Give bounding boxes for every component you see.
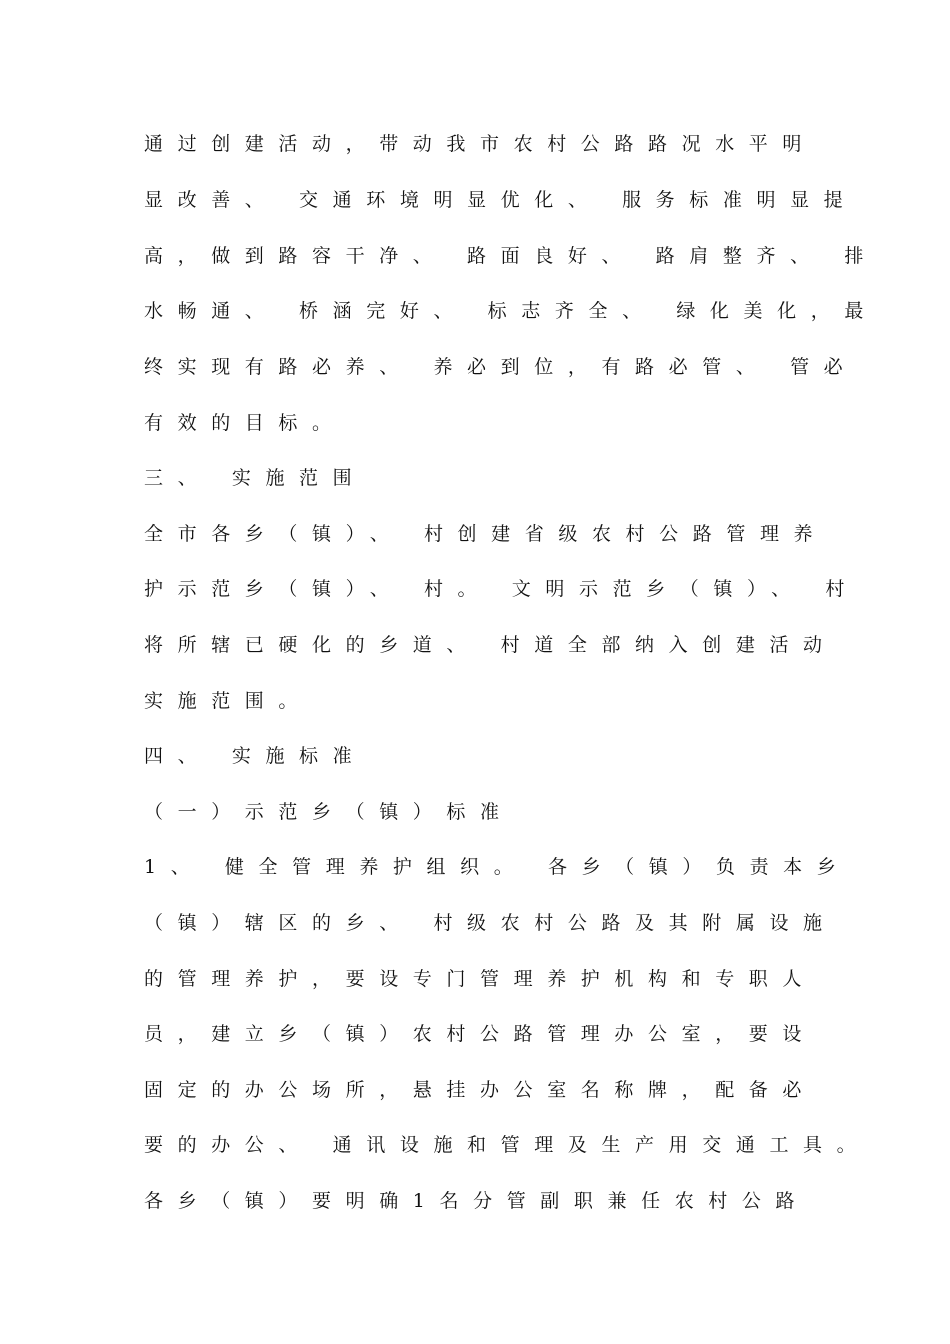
text-line-16: 的管理养护，要设专门管理养护机构和专职人 xyxy=(144,968,817,990)
text-line-8: 全市各乡（镇）、 村创建省级农村公路管理养 xyxy=(144,523,828,545)
text-line-5: 终实现有路必养、 养必到位，有路必管、 管必 xyxy=(144,356,858,378)
text-line-18: 固定的办公场所，悬挂办公室名称牌，配备必 xyxy=(144,1079,817,1101)
section-heading-3: 三、 实施范围 xyxy=(144,467,367,489)
subsection-heading-1: （一）示范乡（镇）标准 xyxy=(144,801,514,823)
text-line-19: 要的办公、 通讯设施和管理及生产用交通工具。 xyxy=(144,1134,871,1156)
text-line-10: 将所辖已硬化的乡道、 村道全部纳入创建活动 xyxy=(144,634,837,656)
section-heading-4: 四、 实施标准 xyxy=(144,745,367,767)
text-line-1: 通过创建活动，带动我市农村公路路况水平明 xyxy=(144,133,817,155)
text-line-17: 员，建立乡（镇）农村公路管理办公室，要设 xyxy=(144,1023,817,1045)
text-line-2: 显改善、 交通环境明显优化、 服务标准明显提 xyxy=(144,189,858,211)
text-line-6: 有效的目标。 xyxy=(144,412,346,434)
text-line-4: 水畅通、 桥涵完好、 标志齐全、 绿化美化，最 xyxy=(144,300,878,322)
text-line-14: 1、 健全管理养护组织。 各乡（镇）负责本乡 xyxy=(144,856,851,878)
text-line-11: 实施范围。 xyxy=(144,690,313,712)
text-line-9: 护示范乡（镇）、 村。 文明示范乡（镇）、 村 xyxy=(144,578,859,600)
text-line-15: （镇）辖区的乡、 村级农村公路及其附属设施 xyxy=(144,912,837,934)
text-line-20: 各乡（镇）要明确1名分管副职兼任农村公路 xyxy=(144,1190,810,1212)
text-line-3: 高，做到路容干净、 路面良好、 路肩整齐、 排 xyxy=(144,245,878,267)
